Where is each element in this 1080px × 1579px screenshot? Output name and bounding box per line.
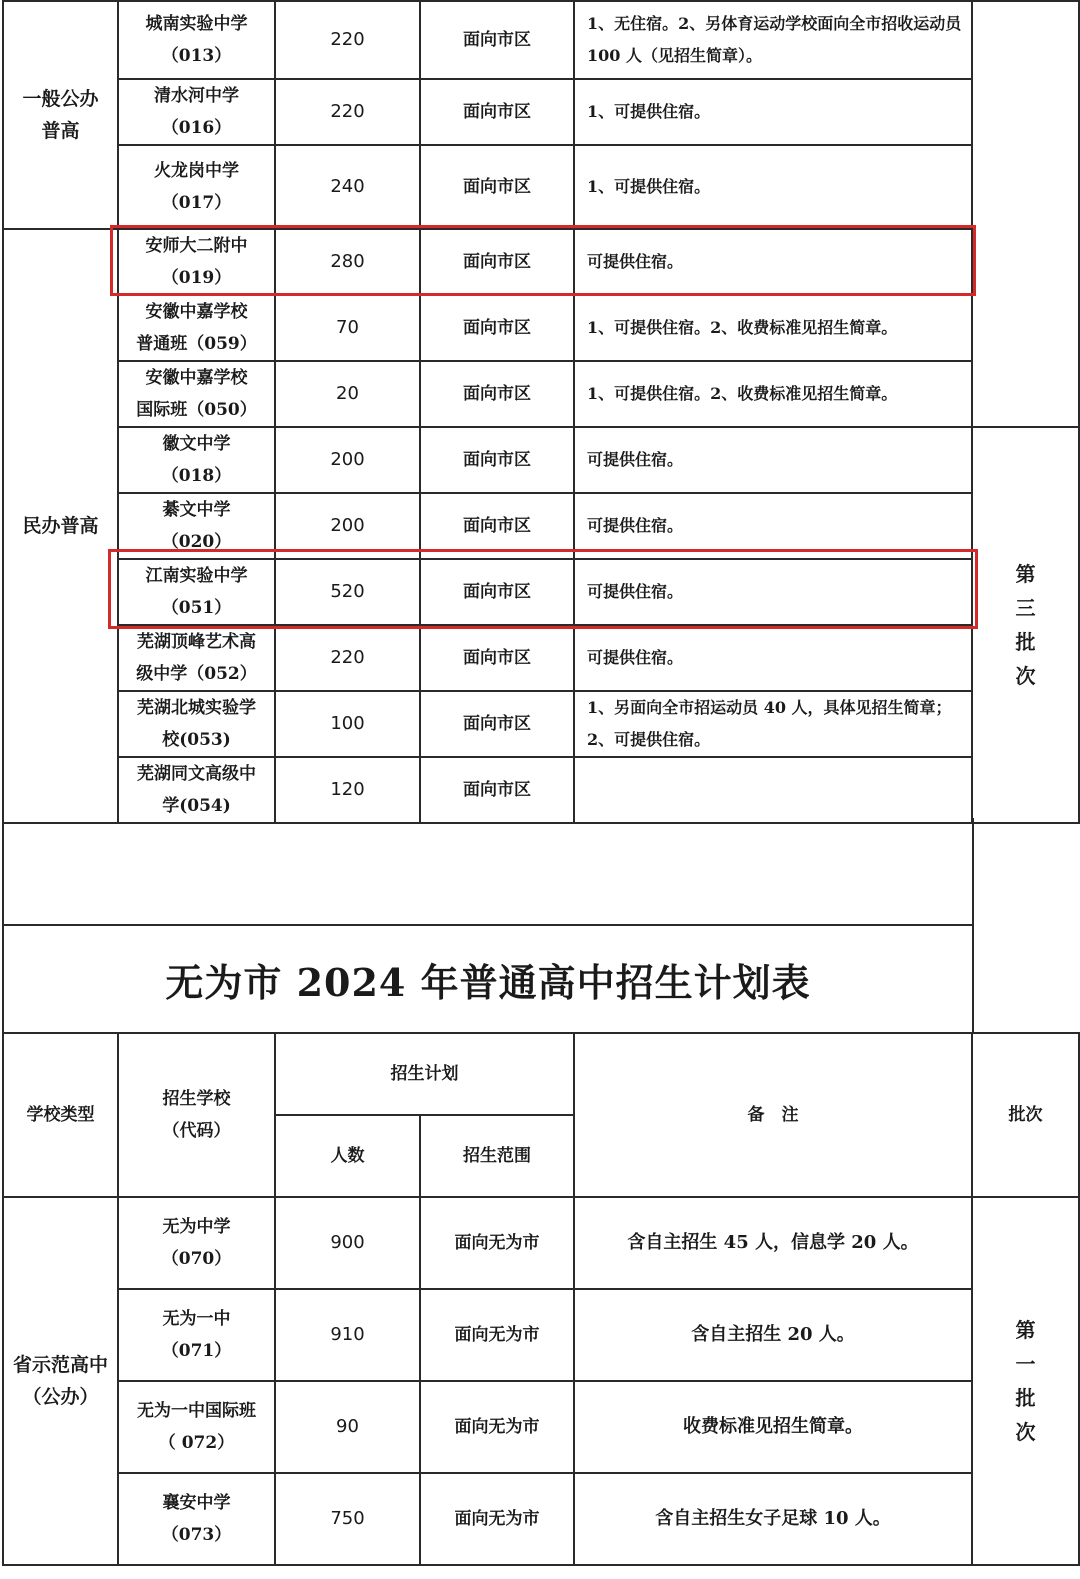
scope-cell: 面向无为市 xyxy=(420,1289,574,1381)
count-cell: 240 xyxy=(275,145,420,229)
school-cell: 徽文中学 （018） xyxy=(118,427,275,493)
scope-cell: 面向市区 xyxy=(420,559,574,625)
school-cell: 无为一中国际班 （ 072） xyxy=(118,1381,275,1473)
count-cell: 750 xyxy=(275,1473,420,1565)
school-cell: 安师大二附中 （019） xyxy=(118,229,275,295)
scope-cell: 面向市区 xyxy=(420,1,574,79)
count-cell: 90 xyxy=(275,1381,420,1473)
scope-cell: 面向市区 xyxy=(420,427,574,493)
note-cell: 可提供住宿。 xyxy=(574,625,972,691)
header-count: 人数 xyxy=(275,1115,420,1197)
scope-cell: 面向市区 xyxy=(420,625,574,691)
school-cell: 江南实验中学 （051） xyxy=(118,559,275,625)
lower-enrollment-table xyxy=(2,1032,1080,1566)
category-provincial: 省示范高中 （公办） xyxy=(3,1197,118,1565)
scope-cell: 面向市区 xyxy=(420,361,574,427)
note-cell: 含自主招生 20 人。 xyxy=(574,1289,972,1381)
category-general-public: 一般公办 普高 xyxy=(3,1,118,229)
school-cell: 襄安中学 （073） xyxy=(118,1473,275,1565)
count-cell: 200 xyxy=(275,493,420,559)
spacer-row xyxy=(2,818,974,926)
header-school-type: 学校类型 xyxy=(3,1033,118,1197)
count-cell: 280 xyxy=(275,229,420,295)
count-cell: 220 xyxy=(275,625,420,691)
school-cell: 芜湖顶峰艺术高 级中学（052） xyxy=(118,625,275,691)
note-cell: 1、无住宿。2、另体育运动学校面向全市招收运动员 100 人（见招生简章）。 xyxy=(574,1,972,79)
school-cell: 安徽中嘉学校 普通班（059） xyxy=(118,295,275,361)
note-cell: 1、可提供住宿。 xyxy=(574,79,972,145)
school-cell: 城南实验中学 （013） xyxy=(118,1,275,79)
count-cell: 910 xyxy=(275,1289,420,1381)
school-cell: 芜湖北城实验学 校(053) xyxy=(118,691,275,757)
school-cell: 芜湖同文高级中 学(054) xyxy=(118,757,275,823)
scope-cell: 面向市区 xyxy=(420,757,574,823)
count-cell: 900 xyxy=(275,1197,420,1289)
count-cell: 120 xyxy=(275,757,420,823)
school-cell: 无为中学 （070） xyxy=(118,1197,275,1289)
note-cell: 可提供住宿。 xyxy=(574,493,972,559)
school-cell: 清水河中学 （016） xyxy=(118,79,275,145)
note-cell: 1、可提供住宿。 xyxy=(574,145,972,229)
batch-first: 第 一 批 次 xyxy=(972,1197,1079,1565)
header-note: 备 注 xyxy=(574,1033,972,1197)
count-cell: 200 xyxy=(275,427,420,493)
note-cell: 1、可提供住宿。2、收费标准见招生简章。 xyxy=(574,361,972,427)
page-title xyxy=(2,924,974,1032)
header-scope: 招生范围 xyxy=(420,1115,574,1197)
scope-cell: 面向市区 xyxy=(420,145,574,229)
scope-cell: 面向市区 xyxy=(420,229,574,295)
scope-cell: 面向市区 xyxy=(420,79,574,145)
scope-cell: 面向无为市 xyxy=(420,1197,574,1289)
batch-third: 第 三 批 次 xyxy=(972,427,1079,823)
school-cell: 綦文中学 （020） xyxy=(118,493,275,559)
scope-cell: 面向市区 xyxy=(420,691,574,757)
scope-cell: 面向无为市 xyxy=(420,1381,574,1473)
school-cell: 无为一中 （071） xyxy=(118,1289,275,1381)
count-cell: 520 xyxy=(275,559,420,625)
note-cell: 收费标准见招生简章。 xyxy=(574,1381,972,1473)
scope-cell: 面向市区 xyxy=(420,493,574,559)
note-cell: 可提供住宿。 xyxy=(574,559,972,625)
note-cell: 含自主招生 45 人，信息学 20 人。 xyxy=(574,1197,972,1289)
note-cell: 可提供住宿。 xyxy=(574,229,972,295)
header-school: 招生学校 （代码） xyxy=(118,1033,275,1197)
school-cell: 安徽中嘉学校 国际班（050） xyxy=(118,361,275,427)
header-batch: 批次 xyxy=(972,1033,1079,1197)
count-cell: 220 xyxy=(275,79,420,145)
count-cell: 20 xyxy=(275,361,420,427)
note-cell: 可提供住宿。 xyxy=(574,427,972,493)
upper-enrollment-table xyxy=(2,0,1080,824)
title-text: 无为市 2024 年普通高中招生计划表 xyxy=(165,959,811,1005)
school-cell: 火龙岗中学 （017） xyxy=(118,145,275,229)
scope-cell: 面向市区 xyxy=(420,295,574,361)
note-cell: 1、另面向全市招运动员 40 人，具体见招生简章；2、可提供住宿。 xyxy=(574,691,972,757)
category-private: 民办普高 xyxy=(3,229,118,823)
batch-cell-empty xyxy=(972,1,1079,427)
note-cell: 1、可提供住宿。2、收费标准见招生简章。 xyxy=(574,295,972,361)
note-cell xyxy=(574,757,972,823)
header-plan: 招生计划 xyxy=(275,1033,574,1115)
note-cell: 含自主招生女子足球 10 人。 xyxy=(574,1473,972,1565)
scope-cell: 面向无为市 xyxy=(420,1473,574,1565)
count-cell: 70 xyxy=(275,295,420,361)
count-cell: 220 xyxy=(275,1,420,79)
count-cell: 100 xyxy=(275,691,420,757)
